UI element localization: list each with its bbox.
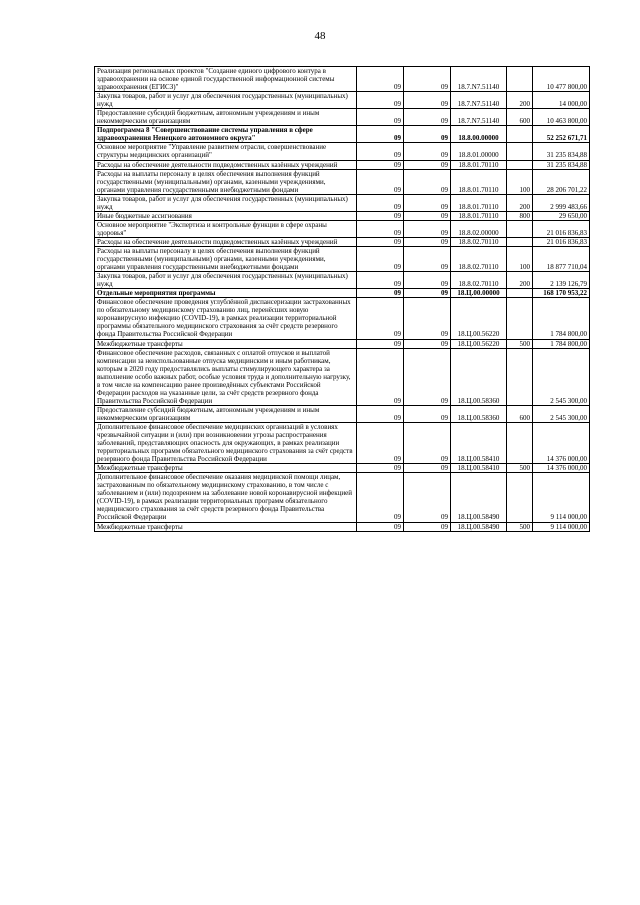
cell-subsection: 09 bbox=[404, 272, 451, 289]
cell-expense-type: 500 bbox=[507, 464, 533, 473]
cell-name: Финансовое обеспечение расходов, связанных с оплатой отпусков и выплатой компенсации за неиспользованные отпуска медицинским и иным работникам, которым в 2020 году предоставлялись выплаты стимулирующего характера за выполнение особо важных работ, особые условия труда и дополнительную нагрузку, в том числе на компенсацию ранее произведённых субъектами Российской Федерации расходов на указанные цели, за счёт средств резервного фонда Правительства Российской Федерации bbox=[95, 348, 357, 405]
cell-subsection: 09 bbox=[404, 289, 451, 298]
cell-amount: 28 206 701,22 bbox=[533, 169, 590, 194]
cell-subsection: 09 bbox=[404, 422, 451, 463]
table-row bbox=[95, 194, 590, 211]
table-row bbox=[95, 67, 590, 92]
cell-expense-type: 100 bbox=[507, 169, 533, 194]
cell-target-article: 18.8.01.00000 bbox=[451, 143, 507, 160]
cell-section: 09 bbox=[357, 67, 404, 92]
cell-name: Основное мероприятие "Экспертиза и контрольные функции в сфере охраны здоровья" bbox=[95, 220, 357, 237]
cell-target-article: 18.Ц.00.58360 bbox=[451, 348, 507, 405]
cell-target-article: 18.8.02.00000 bbox=[451, 220, 507, 237]
cell-expense-type bbox=[507, 160, 533, 169]
cell-expense-type: 200 bbox=[507, 92, 533, 109]
cell-subsection: 09 bbox=[404, 67, 451, 92]
cell-name: Предоставление субсидий бюджетным, автономным учреждениям и иным некоммерческим организациям bbox=[95, 109, 357, 126]
cell-amount: 52 252 671,71 bbox=[533, 126, 590, 143]
table-row bbox=[95, 169, 590, 194]
cell-section: 09 bbox=[357, 143, 404, 160]
cell-subsection: 09 bbox=[404, 109, 451, 126]
cell-name: Закупка товаров, работ и услуг для обеспечения государственных (муниципальных) нужд bbox=[95, 272, 357, 289]
cell-name: Предоставление субсидий бюджетным, автономным учреждениям и иным некоммерческим организациям bbox=[95, 405, 357, 422]
page-number: 48 bbox=[314, 30, 326, 42]
cell-target-article: 18.7.N7.51140 bbox=[451, 92, 507, 109]
cell-amount: 9 114 000,00 bbox=[533, 522, 590, 531]
cell-section: 09 bbox=[357, 289, 404, 298]
cell-expense-type bbox=[507, 143, 533, 160]
cell-target-article: 18.8.01.70110 bbox=[451, 211, 507, 220]
table-row bbox=[95, 237, 590, 246]
cell-section: 09 bbox=[357, 211, 404, 220]
cell-amount: 10 463 800,00 bbox=[533, 109, 590, 126]
cell-target-article: 18.Ц.00.58490 bbox=[451, 473, 507, 522]
cell-section: 09 bbox=[357, 237, 404, 246]
table-row bbox=[95, 289, 590, 298]
table-row bbox=[95, 160, 590, 169]
cell-subsection: 09 bbox=[404, 237, 451, 246]
cell-amount: 2 999 483,66 bbox=[533, 194, 590, 211]
table-row bbox=[95, 405, 590, 422]
cell-subsection: 09 bbox=[404, 220, 451, 237]
cell-section: 09 bbox=[357, 126, 404, 143]
cell-target-article: 18.Ц.00.58490 bbox=[451, 522, 507, 531]
table-row bbox=[95, 298, 590, 339]
cell-subsection: 09 bbox=[404, 339, 451, 348]
cell-target-article: 18.8.01.70110 bbox=[451, 194, 507, 211]
cell-target-article: 18.8.02.70110 bbox=[451, 237, 507, 246]
cell-expense-type: 200 bbox=[507, 194, 533, 211]
cell-section: 09 bbox=[357, 109, 404, 126]
cell-expense-type: 600 bbox=[507, 109, 533, 126]
table-row bbox=[95, 109, 590, 126]
cell-section: 09 bbox=[357, 169, 404, 194]
cell-amount: 168 170 953,22 bbox=[533, 289, 590, 298]
cell-name: Расходы на выплаты персоналу в целях обеспечения выполнения функций государственными (муниципальными) органами, казенными учреждениями, органами управления государственными внебюджетными фондами bbox=[95, 169, 357, 194]
cell-subsection: 09 bbox=[404, 211, 451, 220]
table-row bbox=[95, 464, 590, 473]
cell-subsection: 09 bbox=[404, 126, 451, 143]
cell-amount: 2 545 300,00 bbox=[533, 348, 590, 405]
cell-amount: 18 877 710,04 bbox=[533, 246, 590, 271]
cell-section: 09 bbox=[357, 246, 404, 271]
cell-amount: 31 235 834,88 bbox=[533, 160, 590, 169]
cell-name: Основное мероприятие "Управление развитием отрасли, совершенствование структуры медицинских организаций" bbox=[95, 143, 357, 160]
cell-name: Иные бюджетные ассигнования bbox=[95, 211, 357, 220]
cell-expense-type: 500 bbox=[507, 339, 533, 348]
cell-section: 09 bbox=[357, 473, 404, 522]
cell-section: 09 bbox=[357, 194, 404, 211]
cell-target-article: 18.7.N7.51140 bbox=[451, 67, 507, 92]
cell-expense-type: 200 bbox=[507, 272, 533, 289]
cell-name: Отдельные мероприятия программы bbox=[95, 289, 357, 298]
cell-amount: 2 139 126,79 bbox=[533, 272, 590, 289]
cell-name: Дополнительное финансовое обеспечение медицинских организаций в условиях чрезвычайной ситуации и (или) при возникновении угрозы распространения заболеваний, представляющих опасность для окружающих, в рамках реализации территориальных программ обязательного медицинского страхования за счёт средств резервного фонда Правительства Российской Федерации bbox=[95, 422, 357, 463]
cell-target-article: 18.Ц.00.00000 bbox=[451, 289, 507, 298]
cell-subsection: 09 bbox=[404, 194, 451, 211]
cell-amount: 21 016 836,83 bbox=[533, 220, 590, 237]
cell-subsection: 09 bbox=[404, 298, 451, 339]
cell-target-article: 18.8.02.70110 bbox=[451, 246, 507, 271]
table-row bbox=[95, 211, 590, 220]
cell-name: Межбюджетные трансферты bbox=[95, 522, 357, 531]
cell-expense-type: 600 bbox=[507, 405, 533, 422]
cell-section: 09 bbox=[357, 298, 404, 339]
cell-subsection: 09 bbox=[404, 160, 451, 169]
cell-section: 09 bbox=[357, 348, 404, 405]
cell-target-article: 18.Ц.00.56220 bbox=[451, 298, 507, 339]
cell-target-article: 18.Ц.00.56220 bbox=[451, 339, 507, 348]
table-row bbox=[95, 92, 590, 109]
cell-amount: 14 376 000,00 bbox=[533, 464, 590, 473]
cell-name: Межбюджетные трансферты bbox=[95, 464, 357, 473]
table-row bbox=[95, 246, 590, 271]
cell-subsection: 09 bbox=[404, 348, 451, 405]
cell-subsection: 09 bbox=[404, 405, 451, 422]
cell-subsection: 09 bbox=[404, 473, 451, 522]
cell-section: 09 bbox=[357, 464, 404, 473]
cell-amount: 2 545 300,00 bbox=[533, 405, 590, 422]
cell-expense-type: 100 bbox=[507, 246, 533, 271]
cell-expense-type bbox=[507, 126, 533, 143]
cell-target-article: 18.8.01.70110 bbox=[451, 169, 507, 194]
cell-target-article: 18.Ц.00.58410 bbox=[451, 422, 507, 463]
cell-amount: 1 784 800,00 bbox=[533, 339, 590, 348]
cell-amount: 29 650,00 bbox=[533, 211, 590, 220]
cell-section: 09 bbox=[357, 220, 404, 237]
cell-amount: 21 016 836,83 bbox=[533, 237, 590, 246]
cell-subsection: 09 bbox=[404, 246, 451, 271]
cell-expense-type: 500 bbox=[507, 522, 533, 531]
cell-amount: 10 477 800,00 bbox=[533, 67, 590, 92]
cell-name: Расходы на выплаты персоналу в целях обеспечения выполнения функций государственными (муниципальными) органами, казенными учреждениями, органами управления государственными внебюджетными фондами bbox=[95, 246, 357, 271]
cell-expense-type bbox=[507, 348, 533, 405]
table-row bbox=[95, 143, 590, 160]
cell-target-article: 18.Ц.00.58410 bbox=[451, 464, 507, 473]
cell-expense-type bbox=[507, 289, 533, 298]
cell-target-article: 18.8.00.00000 bbox=[451, 126, 507, 143]
table-row bbox=[95, 220, 590, 237]
cell-subsection: 09 bbox=[404, 522, 451, 531]
cell-section: 09 bbox=[357, 92, 404, 109]
cell-amount: 1 784 800,00 bbox=[533, 298, 590, 339]
cell-expense-type bbox=[507, 237, 533, 246]
cell-name: Закупка товаров, работ и услуг для обеспечения государственных (муниципальных) нужд bbox=[95, 194, 357, 211]
table-row bbox=[95, 522, 590, 531]
cell-amount: 31 235 834,88 bbox=[533, 143, 590, 160]
cell-name: Реализация региональных проектов "Создание единого цифрового контура в здравоохранении на основе единой государственной информационной системы здравоохранения (ЕГИСЗ)" bbox=[95, 67, 357, 92]
table-row bbox=[95, 348, 590, 405]
cell-expense-type bbox=[507, 422, 533, 463]
table-row bbox=[95, 473, 590, 522]
cell-expense-type bbox=[507, 67, 533, 92]
cell-amount: 14 376 000,00 bbox=[533, 422, 590, 463]
table-row bbox=[95, 422, 590, 463]
cell-subsection: 09 bbox=[404, 143, 451, 160]
cell-target-article: 18.Ц.00.58360 bbox=[451, 405, 507, 422]
cell-name: Расходы на обеспечение деятельности подведомственных казённых учреждений bbox=[95, 160, 357, 169]
cell-name: Дополнительное финансовое обеспечение оказания медицинской помощи лицам, застрахованным по обязательному медицинскому страхованию, в том числе с заболеванием и (или) подозрением на заболевание новой коронавирусной инфекцией (COVID-19), в рамках реализации территориальных программ обязательного медицинского страхования за счёт средств резервного фонда Правительства Российской Федерации bbox=[95, 473, 357, 522]
cell-section: 09 bbox=[357, 422, 404, 463]
cell-expense-type bbox=[507, 473, 533, 522]
cell-name: Закупка товаров, работ и услуг для обеспечения государственных (муниципальных) нужд bbox=[95, 92, 357, 109]
cell-target-article: 18.8.01.70110 bbox=[451, 160, 507, 169]
cell-section: 09 bbox=[357, 272, 404, 289]
cell-name: Финансовое обеспечение проведения углублённой диспансеризации застрахованных по обязательному медицинскому страхованию лиц, перенёсших новую коронавирусную инфекцию (COVID-19), в рамках реализации территориальной программы обязательного медицинского страхования за счёт средств резервного фонда Правительства Российской Федерации bbox=[95, 298, 357, 339]
table-row bbox=[95, 339, 590, 348]
cell-expense-type: 800 bbox=[507, 211, 533, 220]
cell-section: 09 bbox=[357, 339, 404, 348]
cell-subsection: 09 bbox=[404, 464, 451, 473]
cell-section: 09 bbox=[357, 405, 404, 422]
cell-subsection: 09 bbox=[404, 92, 451, 109]
cell-target-article: 18.8.02.70110 bbox=[451, 272, 507, 289]
cell-section: 09 bbox=[357, 160, 404, 169]
cell-name: Подпрограмма 8 "Совершенствование системы управления в сфере здравоохранения Ненецкого автономного округа" bbox=[95, 126, 357, 143]
cell-subsection: 09 bbox=[404, 169, 451, 194]
budget-table bbox=[94, 66, 590, 532]
cell-expense-type bbox=[507, 220, 533, 237]
cell-expense-type bbox=[507, 298, 533, 339]
cell-amount: 14 000,00 bbox=[533, 92, 590, 109]
table-row bbox=[95, 126, 590, 143]
cell-target-article: 18.7.N7.51140 bbox=[451, 109, 507, 126]
cell-amount: 9 114 000,00 bbox=[533, 473, 590, 522]
cell-section: 09 bbox=[357, 522, 404, 531]
table-row bbox=[95, 272, 590, 289]
cell-name: Расходы на обеспечение деятельности подведомственных казённых учреждений bbox=[95, 237, 357, 246]
cell-name: Межбюджетные трансферты bbox=[95, 339, 357, 348]
